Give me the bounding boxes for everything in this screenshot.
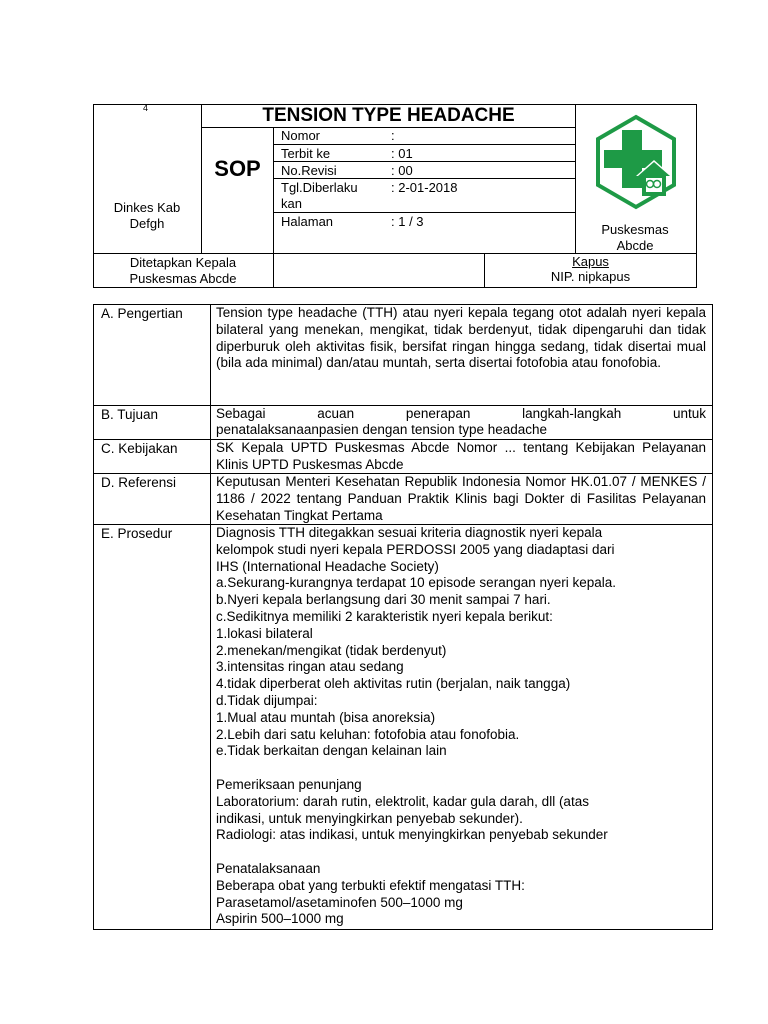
procedure-line: Pemeriksaan penunjang [216,776,362,792]
sop-label: SOP [214,156,261,181]
section-text-referensi: Keputusan Menteri Kesehatan Republik Indonesia Nomor HK.01.07 / MENKES / 1186 / 2022 tentang Panduan Praktik Klinis bagi Dokter di Fasilitas Pelayanan Kesehatan Tingkat Pertama [216,474,706,523]
puskesmas-cross-house-icon [592,114,680,210]
procedure-line: 3.intensitas ringan atau sedang [216,659,404,675]
field-revisi-value: : 00 [391,163,413,178]
section-label-pengertian: A. Pengertian [101,306,183,321]
procedure-line: Diagnosis TTH ditegakkan sesuai kriteria diagnostik nyeri kepala [216,525,603,540]
procedure-line: IHS (International Headache Society) [216,558,439,574]
field-nomor-label: Nomor [281,128,321,143]
field-terbit-label: Terbit ke [281,146,331,161]
section-label-tujuan: B. Tujuan [101,407,159,422]
procedure-line: Beberapa obat yang terbukti efektif mengatasi TTH: [216,877,525,893]
issuer-name: Dinkes Kab Defgh [113,200,181,231]
procedure-line: b.Nyeri kepala berlangsung dari 30 menit sampai 7 hari. [216,592,551,608]
field-tanggal-value: : 2-01-2018 [391,180,458,195]
procedure-line: 1.lokasi bilateral [216,625,313,641]
procedure-line [216,760,708,777]
section-text-tujuan-line1: Sebagai acuan penerapan langkah-langkah untuk [216,406,706,421]
procedure-line [216,844,708,861]
procedure-line: Radiologi: atas indikasi, untuk menyingkirkan penyebab sekunder [216,827,608,843]
field-terbit-value: : 01 [391,146,413,161]
signatory-title: Kapus [572,254,609,269]
field-halaman-label: Halaman [281,214,334,229]
signatory-nip: NIP. nipkapus [550,269,631,284]
field-nomor-value: : [391,128,395,143]
procedure-line: indikasi, untuk menyingkirkan penyebab sekunder). [216,810,523,826]
section-text-tujuan-line2: penatalaksanaanpasien dengan tension type headache [216,422,548,437]
field-halaman-value: : 1 / 3 [391,214,424,229]
facility-name: Puskesmas Abcde [601,222,669,253]
section-text-prosedur [216,525,708,928]
procedure-line: e.Tidak berkaitan dengan kelainan lain [216,743,447,759]
procedure-line: Aspirin 500–1000 mg [216,911,344,927]
section-label-referensi: D. Referensi [101,475,177,490]
procedure-line: kelompok studi nyeri kepala PERDOSSI 2005 yang diadaptasi dari [216,541,615,557]
page-title: TENSION TYPE HEADACHE [262,105,515,126]
section-text-kebijakan: SK Kepala UPTD Puskesmas Abcde Nomor ... tentang Kebijakan Pelayanan Klinis UPTD Puskesmas Abcde [216,440,706,472]
procedure-line: 1.Mual atau muntah (bisa anoreksia) [216,709,436,725]
procedure-line: c.Sedikitnya memiliki 2 karakteristik nyeri kepala berikut: [216,608,553,624]
section-label-prosedur: E. Prosedur [101,526,173,541]
field-revisi-label: No.Revisi [281,163,337,178]
section-label-kebijakan: C. Kebijakan [101,441,178,456]
established-by: Ditetapkan Kepala Puskesmas Abcde [129,255,237,286]
field-tanggal-label: Tgl.Diberlaku kan [281,180,358,211]
puskesmas-logo [592,114,680,210]
section-text-pengertian: Tension type headache (TTH) atau nyeri kepala tegang otot adalah nyeri kepala bilateral yang menekan, mengikat, tidak berdenyut, tidak dipengaruhi dan tidak diperburuk oleh aktivitas fisik, bersifat ringan hingga sedang, tidak disertai mual (bila ada minimal) dan/atau muntah, serta disertai fotofobia atau fonofobia. [216,305,706,371]
procedure-line: 2.Lebih dari satu keluhan: fotofobia atau fonofobia. [216,726,520,742]
procedure-line: d.Tidak dijumpai: [216,692,318,708]
procedure-line: 2.menekan/mengikat (tidak berdenyut) [216,642,447,658]
procedure-line: a.Sekurang-kurangnya terdapat 10 episode serangan nyeri kepala. [216,575,617,591]
procedure-line: 4.tidak diperberat oleh aktivitas rutin (berjalan, naik tangga) [216,676,571,692]
procedure-line: Penatalaksanaan [216,860,321,876]
procedure-line: Parasetamol/asetaminofen 500–1000 mg [216,894,463,910]
page-marker: 4 [143,103,149,113]
procedure-line: Laboratorium: darah rutin, elektrolit, kadar gula darah, dll (atas [216,793,589,809]
